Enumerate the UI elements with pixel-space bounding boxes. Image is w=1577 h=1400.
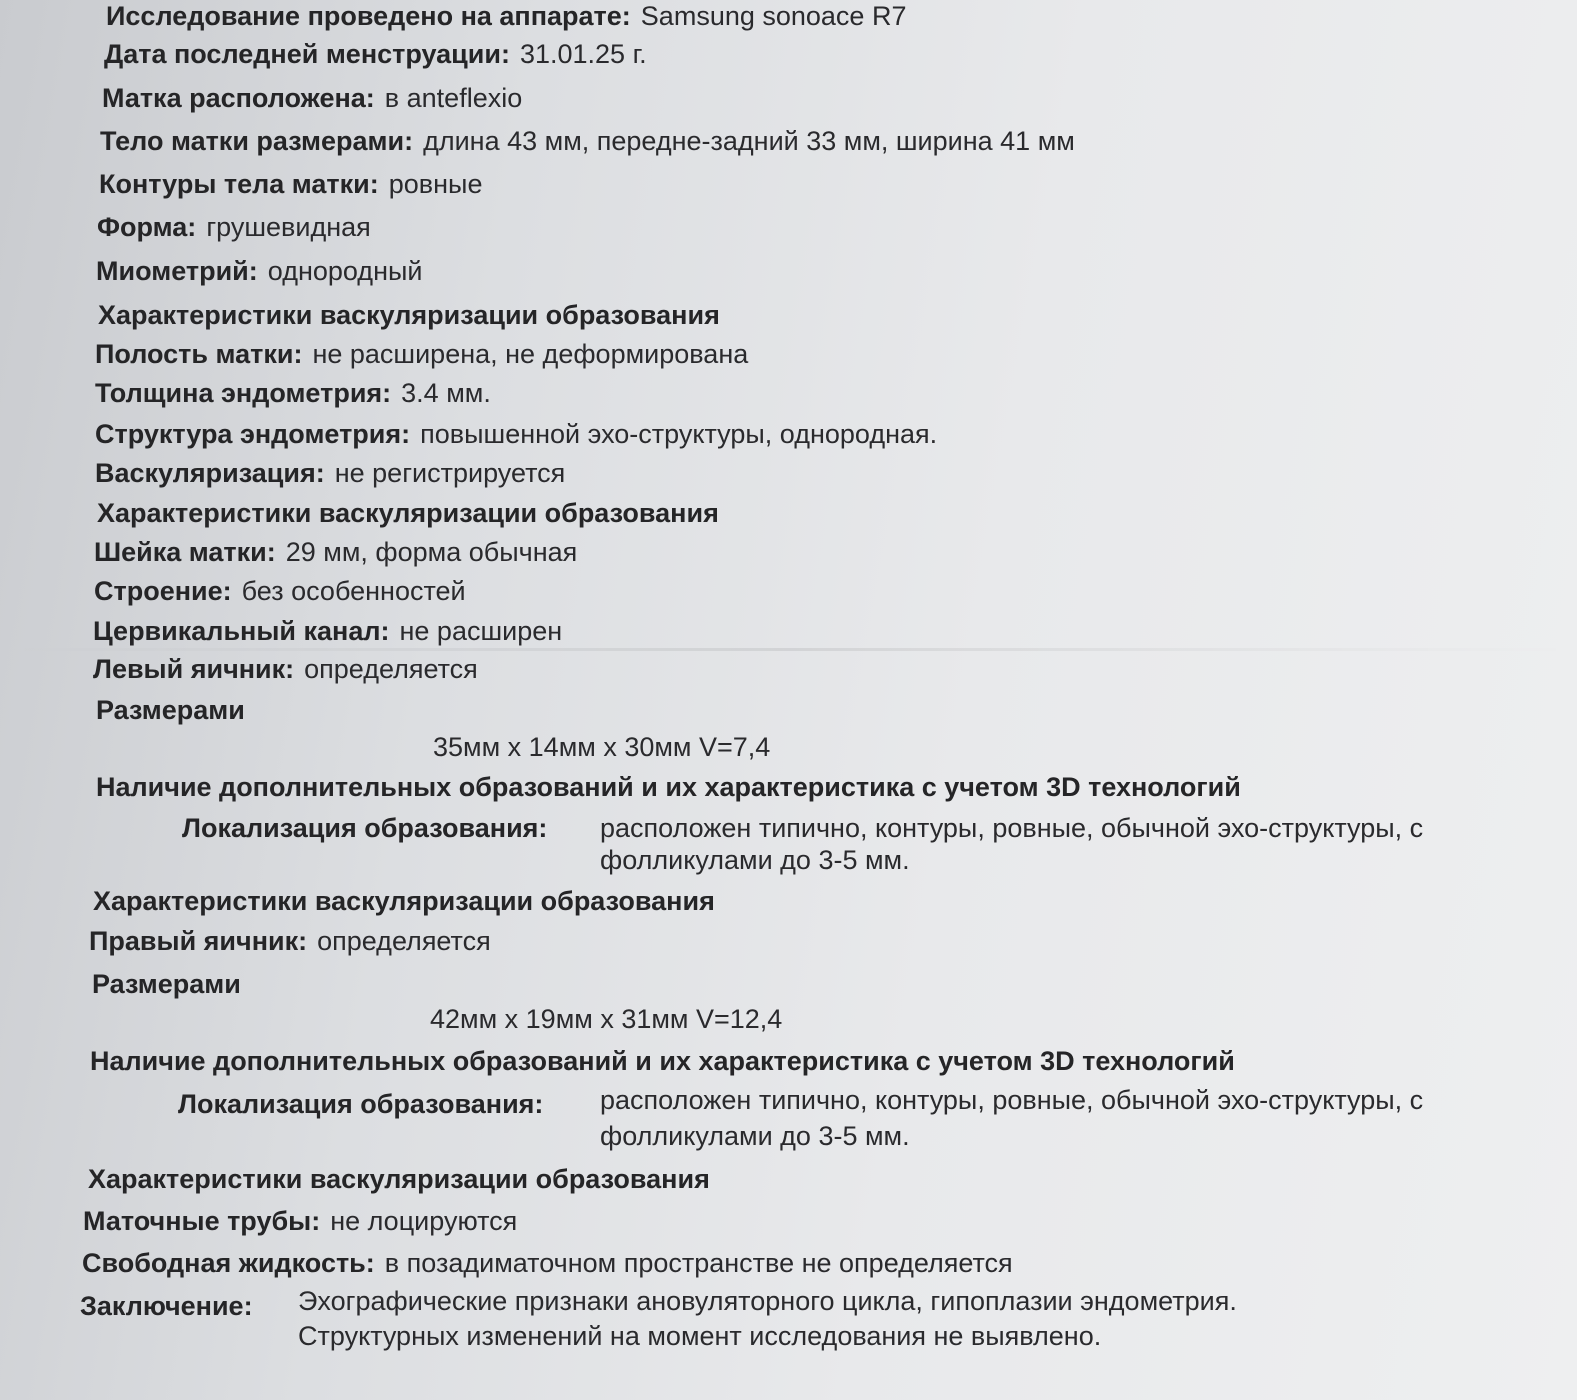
sizes-label: Размерами — [92, 969, 241, 999]
conclusion-value-2: Структурных изменений на момент исследования не выявлено. — [298, 1321, 1102, 1351]
free-fluid-value: в позадиматочном пространстве не определяется — [384, 1248, 1013, 1278]
tubes-label: Маточные трубы: — [83, 1206, 321, 1236]
localization-label: Локализация образования: — [182, 813, 548, 843]
myometrium-value: однородный — [267, 256, 423, 286]
device-row — [106, 0, 906, 32]
right-ovary-value: определяется — [317, 926, 491, 956]
structure-label: Строение: — [94, 576, 232, 606]
shape-label: Форма: — [97, 212, 197, 242]
right-ovary-label: Правый яичник: — [89, 926, 308, 956]
right-sizes-value: 42мм х 19мм х 31мм V=12,4 — [430, 1004, 783, 1034]
endo-thickness-label: Толщина эндометрия: — [95, 378, 392, 408]
free-fluid-label: Свободная жидкость: — [82, 1248, 375, 1278]
extra-header-1 — [96, 771, 1241, 803]
left-localization-row — [182, 812, 547, 844]
extra-header-2 — [90, 1045, 1235, 1077]
right-ovary-row — [89, 925, 491, 957]
lmp-label: Дата последней менструации: — [104, 39, 510, 69]
uterus-position-label: Матка расположена: — [102, 83, 375, 113]
left-ovary-value: определяется — [304, 654, 478, 684]
left-sizes-value: 35мм х 14мм х 30мм V=7,4 — [433, 732, 771, 762]
conclusion-row — [80, 1290, 253, 1322]
cervical-canal-row — [93, 615, 562, 647]
free-fluid-row — [82, 1247, 1013, 1279]
right-localization-value-2: фолликулами до 3-5 мм. — [600, 1121, 910, 1151]
device-value: Samsung sonoace R7 — [640, 1, 907, 31]
vasc-header-text: Характеристики васкуляризации образования — [97, 498, 719, 528]
cervical-canal-value: не расширен — [399, 616, 563, 646]
uterus-position-value: в anteflexio — [384, 83, 523, 113]
left-ovary-label: Левый яичник: — [93, 654, 295, 684]
endo-structure-row — [95, 418, 937, 450]
vasc-header-3 — [93, 885, 715, 917]
localization-label: Локализация образования: — [178, 1089, 544, 1119]
uterus-contours-label: Контуры тела матки: — [99, 169, 379, 199]
cervix-value: 29 мм, форма обычная — [285, 537, 578, 567]
tubes-row — [83, 1205, 517, 1237]
shape-row — [97, 211, 371, 243]
device-label: Исследование проведено на аппарате: — [106, 1, 631, 31]
shape-value: грушевидная — [206, 212, 371, 242]
vascularization-value: не регистрируется — [334, 458, 566, 488]
uterus-position-row — [102, 82, 522, 114]
vascularization-row — [95, 457, 565, 489]
uterus-size-row — [100, 125, 1075, 157]
left-sizes-row — [433, 731, 770, 763]
right-localization-value-1: расположен типично, контуры, ровные, обычной эхо-структуры, с — [600, 1085, 1424, 1115]
cervix-row — [94, 536, 577, 568]
endo-thickness-row — [95, 377, 491, 409]
tubes-value: не лоцируются — [330, 1206, 518, 1236]
vasc-header-text: Характеристики васкуляризации образования — [93, 886, 715, 916]
lmp-row — [104, 38, 647, 70]
uterus-contours-row — [99, 168, 482, 200]
cavity-value: не расширена, не деформирована — [312, 339, 749, 369]
cervix-label: Шейка матки: — [94, 537, 276, 567]
cavity-label: Полость матки: — [95, 339, 303, 369]
uterus-contours-value: ровные — [388, 169, 483, 199]
lmp-value: 31.01.25 г. — [519, 39, 647, 69]
myometrium-row — [96, 255, 422, 287]
left-ovary-row — [93, 653, 478, 685]
endo-thickness-value: 3.4 мм. — [401, 378, 491, 408]
endo-structure-label: Структура эндометрия: — [95, 419, 411, 449]
vascularization-label: Васкуляризация: — [95, 458, 325, 488]
right-localization-row — [178, 1088, 543, 1120]
myometrium-label: Миометрий: — [96, 256, 258, 286]
uterus-size-value: длина 43 мм, передне-задний 33 мм, ширина 41 мм — [423, 126, 1075, 156]
uterus-size-label: Тело матки размерами: — [100, 126, 414, 156]
vasc-header-4 — [88, 1163, 710, 1195]
extra-header-text: Наличие дополнительных образований и их характеристика с учетом 3D технологий — [90, 1046, 1235, 1076]
conclusion-value-1: Эхографические признаки ановуляторного цикла, гипоплазии эндометрия. — [298, 1286, 1237, 1316]
vasc-header-text: Характеристики васкуляризации образования — [88, 1164, 710, 1194]
conclusion-label: Заключение: — [80, 1291, 253, 1321]
left-sizes-label-row — [96, 694, 245, 726]
vasc-header-2 — [97, 497, 719, 529]
left-localization-value-1: расположен типично, контуры, ровные, обычной эхо-структуры, с — [600, 813, 1424, 843]
cavity-row — [95, 338, 748, 370]
endo-structure-value: повышенной эхо-структуры, однородная. — [420, 419, 938, 449]
paper-crease — [0, 648, 1577, 651]
left-localization-value-2: фолликулами до 3-5 мм. — [600, 845, 910, 875]
sizes-label: Размерами — [96, 695, 245, 725]
vasc-header-text: Характеристики васкуляризации образования — [98, 300, 720, 330]
right-sizes-row — [430, 1003, 782, 1035]
extra-header-text: Наличие дополнительных образований и их характеристика с учетом 3D технологий — [96, 772, 1241, 802]
structure-row — [94, 575, 466, 607]
structure-value: без особенностей — [241, 576, 466, 606]
cervical-canal-label: Цервикальный канал: — [93, 616, 390, 646]
vasc-header-1 — [98, 299, 720, 331]
right-sizes-label-row — [92, 968, 241, 1000]
